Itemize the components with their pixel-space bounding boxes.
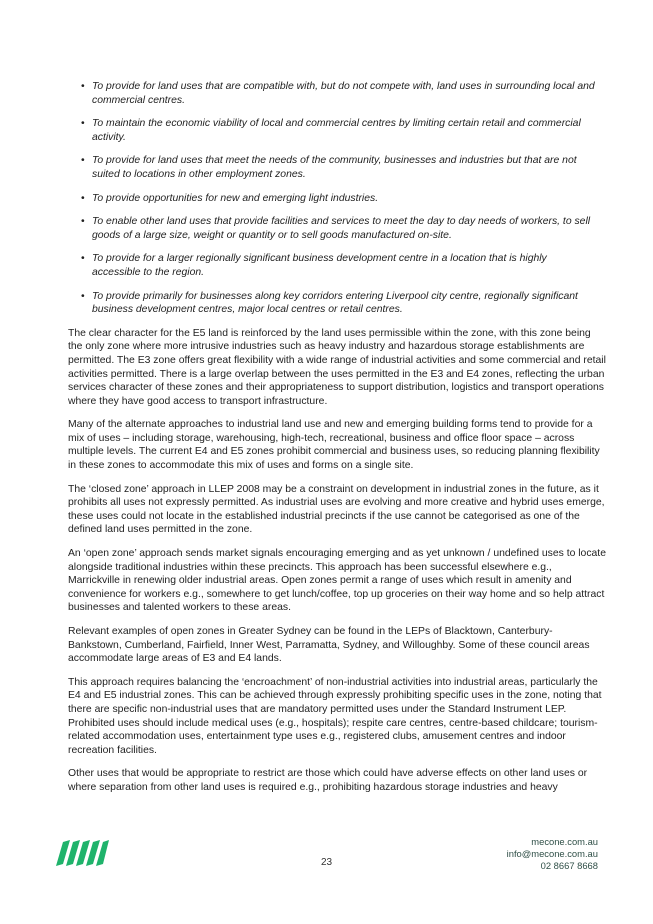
objective-bullet [81,290,598,317]
bullet-marker: • [81,216,85,228]
objective-bullet [81,154,598,181]
page-content [68,80,608,805]
objective-bullet [81,215,598,242]
objective-bullet [81,192,598,206]
body-paragraph: Many of the alternate approaches to industrial land use and new and emerging building forms tend to provide for a mix of uses – including storage, warehousing, high-tech, recreational, business and office floor space – across multiple levels. The current E4 and E5 zones prohibit commercial and business uses, so reducing planning flexibility in these zones to accommodate this mix of uses and forms on a single site. [68,419,600,472]
bullet-marker: • [81,155,85,167]
bullet-text: To provide primarily for businesses along key corridors entering Liverpool city centre, regionally significant business development centres, major local centres or retail centres. [92,290,578,316]
bullet-text: To enable other land uses that provide facilities and services to meet the day to day needs of workers, to sell goods of a large size, weight or quantity or to sell goods manufactured on-site. [92,216,591,241]
objective-bullet [81,117,598,144]
body-paragraph: Relevant examples of open zones in Greater Sydney can be found in the LEPs of Blacktown, Canterbury-Bankstown, Cumberland, Fairfield, Inner West, Parramatta, Sydney, and Willoughby. Some of these council areas accommodate large areas of E3 and E4 lands. [68,626,590,665]
body-paragraph: The clear character for the E5 land is reinforced by the land uses permissible within the zone, with this zone being the only zone where more intrusive industries such as heavy industry and hazardous storage establishments are permitted. The E3 zone offers great flexibility with a wide range of industrial activities and some commercial and retail activities permitted. There is a large overlap between the uses permitted in the E3 and E4 zones, reflecting the urban services character of these zones and their appropriateness to support distribution, logistics and transport operations where they have good access to transport infrastructure. [68,327,606,407]
page-number: 23 [320,857,333,868]
bullet-text: To maintain the economic viability of local and commercial centres by limiting certain retail and commercial activity. [92,118,581,143]
bullet-text: To provide for land uses that meet the needs of the community, businesses and industries but that are not suited to locations in other employment zones. [92,155,577,180]
bullet-marker: • [81,118,85,130]
body-paragraph: This approach requires balancing the ‘encroachment’ of non-industrial activities into industrial areas, particularly the E4 and E5 industrial zones. This can be achieved through expressly prohibiting specific uses in the zone, noting that there are specific non-industrial uses that are mandatory permitted uses under the Standard Instrument LEP. Prohibited uses should include medical uses (e.g., hospitals); respite care centres, centre-based childcare; tourism-related accommodation uses, entertainment type uses e.g., registered clubs, amusement centres and indoor recreation facilities. [68,676,602,756]
phone-number: 02 8667 8668 [540,860,598,871]
email-link[interactable]: info@mecone.com.au [506,848,598,859]
body-paragraph: Other uses that would be appropriate to restrict are those which could have adverse effects on other land uses or where separation from other land uses is required e.g., prohibiting hazardous storage industries and heavy [68,768,588,793]
body-paragraph: An ‘open zone’ approach sends market signals encouraging emerging and as yet unknown / undefined uses to locate alongside traditional industries within these precincts. This approach has been successful elsewhere e.g., Marrickville in renewing older industrial areas. Open zones permit a range of uses which result in amenity and convenience for workers e.g., somewhere to get lunch/coffee, top up groceries on their way home and so help attract businesses and talented workers to these areas. [68,548,606,614]
objective-bullet [81,252,598,279]
bullet-text: To provide for a larger regionally significant business development centre in a location that is highly accessible to the region. [92,253,547,278]
body-paragraph: The ‘closed zone’ approach in LLEP 2008 may be a constraint on development in industrial zones in the future, as it prohibits all uses not expressly permitted. As industrial uses are evolving and more creative and hybrid uses emerge, these uses could not locate in the established industrial precincts if the use cannot be categorised as one of the defined land uses permitted in the zone. [68,483,605,536]
bullet-text: To provide for land uses that are compatible with, but do not compete with, land uses in surrounding local and commercial centres. [92,81,595,106]
bullet-marker: • [81,81,85,92]
objective-bullet [81,80,598,107]
bullet-marker: • [81,253,85,265]
bullet-marker: • [81,192,85,204]
website-link[interactable]: mecone.com.au [531,836,598,847]
bullet-marker: • [81,290,85,302]
bullet-text: To provide opportunities for new and emerging light industries. [92,192,379,204]
contact-block [507,836,598,872]
